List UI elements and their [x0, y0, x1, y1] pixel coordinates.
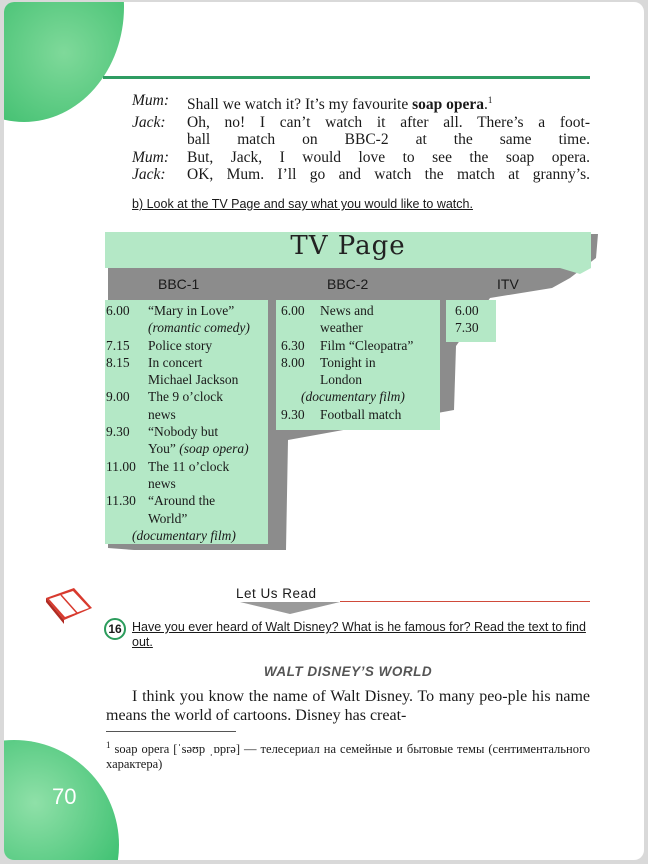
channel-bbc2: BBC-2 [327, 276, 369, 292]
listing-row: You” (soap opera) [148, 441, 249, 457]
dialog-line [132, 149, 590, 167]
listing-row: news [148, 475, 176, 491]
dialog-line [132, 114, 590, 132]
bbc1-listings [106, 302, 271, 544]
footnote-mark: 1 [487, 95, 493, 105]
task-b: b) Look at the TV Page and say what you would like to watch. [132, 197, 473, 211]
listing-row: 7.15 Police story [106, 337, 213, 353]
dialog-text: OK, Mum. I’ll go and watch the match at granny’s. [187, 166, 590, 184]
listing-row: news [148, 406, 176, 422]
listing-row: 6.00 “Mary in Love” [106, 303, 235, 318]
exercise-instruction: Have you ever heard of Walt Disney? What is he famous for? Read the text to find out. [132, 620, 586, 649]
listing-row: 6.00 [455, 303, 479, 318]
listing-row: 6.30 Film “Cleopatra” [281, 337, 414, 353]
listing-row: 9.30 Football match [281, 406, 402, 422]
listing-row: 6.00 News and [281, 303, 374, 318]
listing-row: 11.30 “Around the [106, 493, 216, 509]
dialog-text: ball match on BBC-2 at the same time. [187, 131, 590, 149]
dialog-line: Mum: Shall we watch it? It’s my favourite soap opera.$^1$ [132, 92, 493, 114]
open-book-icon [44, 586, 94, 626]
listing-row: Michael Jackson [148, 372, 239, 388]
listing-row: (romantic comedy) [148, 320, 250, 336]
listing-row: London [320, 372, 362, 388]
top-divider [103, 76, 590, 79]
dialog [132, 92, 590, 184]
channel-bbc1: BBC-1 [158, 276, 200, 292]
tv-page-title: TV Page [290, 231, 406, 261]
footnote [106, 738, 590, 772]
corner-decoration-top [4, 2, 124, 122]
listing-row: (documentary film) [132, 527, 236, 543]
listing-row: 8.15 In concert [106, 354, 203, 370]
let-us-read-rule [340, 601, 590, 602]
dialog-text: Shall we watch it? It’s my favourite [187, 96, 413, 114]
page-number: 70 [52, 784, 77, 809]
soap-opera-term: soap opera [412, 96, 485, 114]
listing-row: 8.00 Tonight in [281, 354, 376, 370]
dialog-line [132, 131, 590, 149]
channel-itv: ITV [497, 276, 519, 292]
speaker: Jack: [132, 166, 166, 184]
dialog-text: Oh, no! I can’t watch it after all. There’s a foot- [187, 113, 590, 131]
itv-listings [455, 302, 495, 337]
story-title: WALT DISNEY’S WORLD [263, 664, 433, 679]
listing-row: 7.30 [455, 320, 479, 336]
speaker: Jack: [132, 113, 166, 131]
speaker: Mum: [132, 148, 170, 166]
listing-row: (documentary film) [301, 389, 405, 405]
let-us-read-pointer [240, 602, 340, 614]
story-body: I think you know the name of Walt Disney. To many peo-ple his name means the world of cartoons. Disney has creat- [106, 688, 590, 724]
listing-row: 9.00 The 9 o’clock [106, 389, 223, 405]
speaker: Mum: [132, 92, 170, 109]
listing-row: World” [148, 510, 188, 526]
bbc2-listings [281, 302, 446, 423]
exercise-number: 16 [104, 618, 126, 640]
listing-row: 11.00 The 11 o’clock [106, 458, 230, 474]
listing-row: weather [320, 320, 363, 336]
dialog-text: But, Jack, I would love to see the soap opera. [187, 148, 590, 166]
let-us-read-heading: Let Us Read [236, 586, 317, 601]
footnote-mark: 1 [106, 740, 111, 750]
listing-row: 9.30 “Nobody but [106, 424, 219, 440]
footnote-divider [106, 731, 236, 732]
dialog-line [132, 166, 590, 184]
footnote-text: soap opera [ˈsəʊp ˌɒprə] — телесериал на семейные и бытовые темы (сентиментального характера) [106, 742, 591, 772]
